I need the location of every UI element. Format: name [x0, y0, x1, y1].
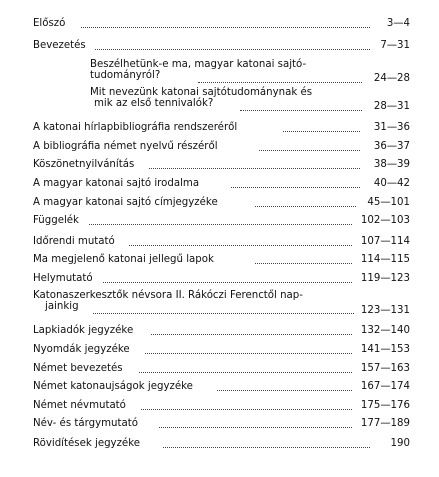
toc-entry-pages: 3—4 [386, 18, 410, 29]
leader-dots [149, 164, 360, 169]
toc-entry-pages: 132—140 [360, 325, 410, 336]
toc-entry [33, 381, 410, 392]
toc-entry [33, 438, 410, 449]
leader-dots [198, 78, 362, 83]
toc-entry [33, 418, 410, 429]
toc-entry-pages: 36—37 [373, 141, 410, 152]
toc-entry-pages: 190 [390, 438, 410, 449]
toc-entry-pages: 177—189 [360, 418, 410, 429]
toc-entry-pages: 167—174 [360, 381, 410, 392]
toc-entry [33, 122, 410, 133]
leader-dots [231, 183, 360, 188]
toc-entry-title-line1: Katonaszerkesztők névsora II. Rákóczi Ferenctől nap- [33, 290, 303, 301]
toc-entry-pages: 141—153 [360, 344, 410, 355]
toc-entry-title: Német katonaujságok jegyzéke [33, 381, 193, 392]
leader-dots [139, 368, 352, 373]
toc-entry-title: Német névmutató [33, 400, 126, 411]
leader-dots [93, 309, 354, 314]
toc-entry-pages: 107—114 [360, 236, 410, 247]
toc-entry-title: Helymutató [33, 273, 93, 284]
toc-entry-pages: 40—42 [373, 178, 410, 189]
toc-entry [33, 141, 410, 152]
toc-entry [33, 254, 410, 265]
toc-entry-pages: 45—101 [367, 197, 410, 208]
toc-entry [33, 159, 410, 170]
toc-entry-pages: 24—28 [373, 73, 410, 84]
toc-entry [33, 400, 410, 411]
toc-entry [33, 363, 410, 374]
leader-dots [129, 241, 352, 246]
toc-entry [33, 215, 410, 226]
toc-entry-title: Lapkiadók jegyzéke [33, 325, 134, 336]
toc-entry-title: Köszönetnyilvánítás [33, 159, 135, 170]
toc-entry-title: Német bevezetés [33, 363, 123, 374]
leader-dots [141, 405, 352, 410]
toc-entry-title: A magyar katonai sajtó irodalma [33, 178, 200, 189]
toc-entry-title: Nyomdák jegyzéke [33, 344, 130, 355]
toc-entry-title: Előszó [33, 18, 66, 29]
toc-entry-title: Ma megjelenő katonai jellegű lapok [33, 254, 214, 265]
leader-dots [151, 330, 352, 335]
leader-dots [95, 45, 370, 50]
toc-subentry [90, 87, 410, 113]
leader-dots [103, 278, 352, 283]
toc-entry-title: A magyar katonai sajtó címjegyzéke [33, 197, 218, 208]
toc-entry-title-line2: mik az első tennivalók? [94, 98, 214, 109]
toc-entry [33, 273, 410, 284]
toc-entry-title-line2: jainkig [45, 301, 79, 312]
toc-entry-pages: 175—176 [360, 400, 410, 411]
leader-dots [217, 386, 352, 391]
toc-entry-title-line1: Beszélhetünk-e ma, magyar katonai sajtó- [90, 59, 307, 70]
toc-entry-title: A katonai hírlapbibliográfia rendszeréről [33, 122, 238, 133]
leader-dots [240, 106, 362, 111]
leader-dots [255, 259, 352, 264]
toc-entry [33, 178, 410, 189]
toc-entry [33, 344, 410, 355]
toc-entry [33, 18, 410, 29]
toc-entry-pages: 123—131 [360, 305, 410, 316]
leader-dots [163, 443, 370, 448]
toc-entry [33, 236, 410, 247]
leader-dots [255, 202, 356, 207]
toc-entry-title: Bevezetés [33, 40, 86, 51]
toc-entry-title: Név- és tárgymutató [33, 418, 138, 429]
leader-dots [159, 423, 352, 428]
leader-dots [283, 127, 360, 132]
toc-entry-pages: 119—123 [360, 273, 410, 284]
toc-entry-title: Függelék [33, 215, 79, 226]
toc-entry-title: A bibliográfia német nyelvű részéről [33, 141, 218, 152]
toc-entry-pages: 114—115 [360, 254, 410, 265]
toc-entry-pages: 7—31 [380, 40, 410, 51]
toc-entry [33, 197, 410, 208]
toc-entry-title-line2: tudományról? [90, 70, 161, 81]
toc-entry-pages: 102—103 [360, 215, 410, 226]
toc-entry-title-line1: Mit nevezünk katonai sajtótudománynak és [90, 87, 313, 98]
toc-entry-pages: 157—163 [360, 363, 410, 374]
toc-entry-pages: 38—39 [373, 159, 410, 170]
leader-dots [81, 23, 370, 28]
toc-entry [33, 325, 410, 336]
toc-entry [33, 290, 410, 316]
leader-dots [145, 349, 352, 354]
toc-entry-title: Időrendi mutató [33, 236, 115, 247]
toc-entry-pages: 31—36 [373, 122, 410, 133]
toc-subentry [90, 59, 410, 85]
toc-entry [33, 40, 410, 51]
leader-dots [89, 220, 352, 225]
toc-entry-pages: 28—31 [373, 101, 410, 112]
leader-dots [259, 146, 360, 151]
toc-entry-title: Rövidítések jegyzéke [33, 438, 140, 449]
